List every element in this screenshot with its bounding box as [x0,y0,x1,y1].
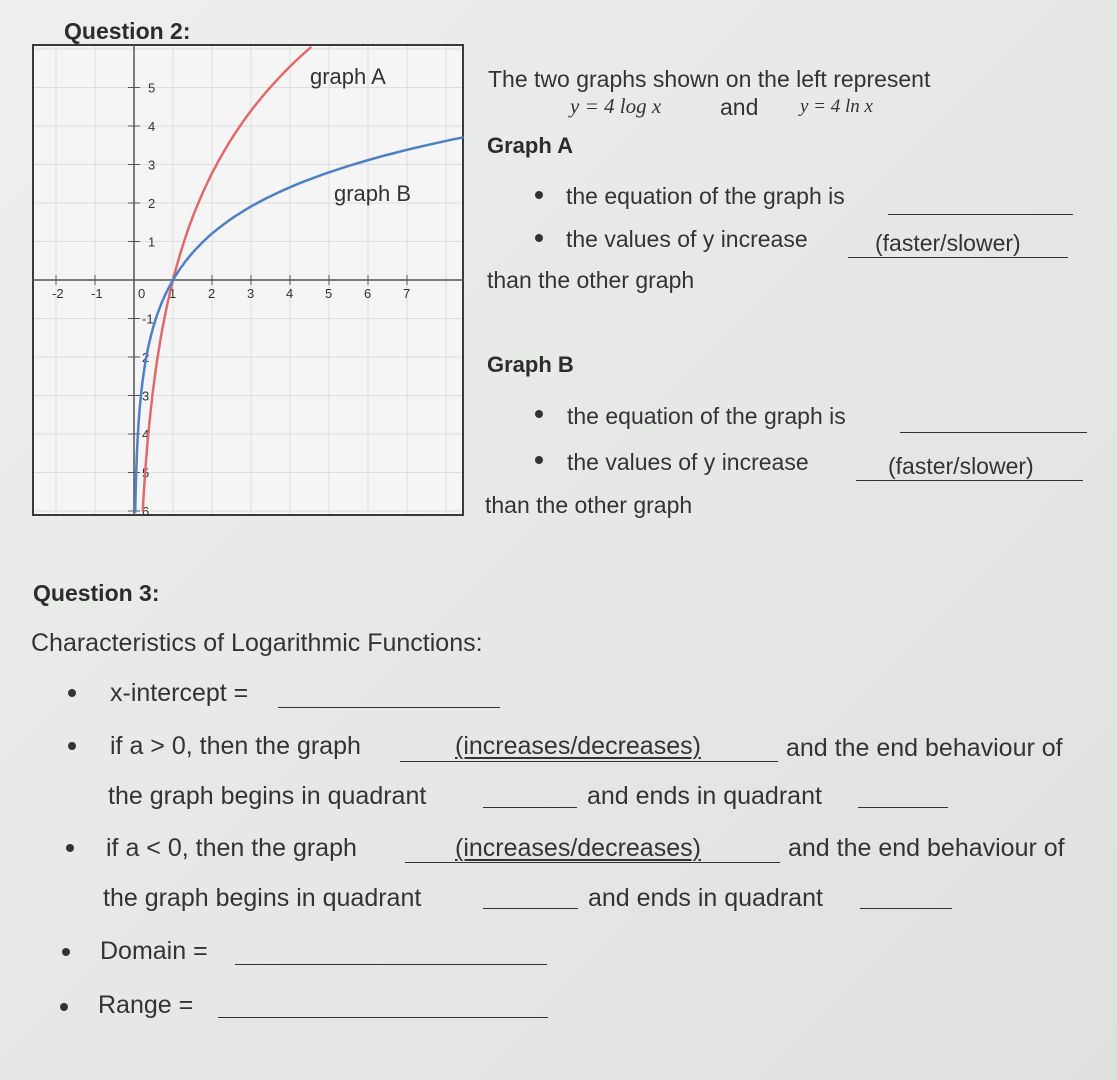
y-tick-label: 1 [148,234,156,250]
negative-a-choice: (increases/decreases) [455,834,701,862]
bullet [62,948,70,956]
bullet [60,1003,68,1011]
negative-a-choice-blank[interactable] [405,862,780,863]
graph-b-rate-blank[interactable] [856,480,1083,481]
x-tick-label: 6 [364,286,372,301]
bullet [68,689,76,697]
x-tick-label: -2 [52,286,64,301]
positive-a-begins-prompt: the graph begins in quadrant [108,782,427,810]
question-3-subtitle: Characteristics of Logarithmic Functions: [31,629,483,657]
graph-b-equation-blank[interactable] [900,432,1087,433]
graph-a-equation-prompt: the equation of the graph is [566,183,845,209]
question-3-title: Question 3: [33,580,160,606]
graph-a-rate-prompt: the values of y increase [566,226,808,252]
graph-b-rate-choice: (faster/slower) [888,453,1034,479]
x-intercept-prompt: x-intercept = [110,679,249,707]
x-intercept-blank[interactable] [278,707,500,708]
equation-log: y = 4 log x [570,94,662,118]
graph-b-continuation: than the other graph [485,492,693,518]
graph-b-rate-prompt: the values of y increase [567,449,809,475]
negative-a-begins-prompt: the graph begins in quadrant [103,884,422,912]
y-tick-label: 4 [142,427,150,442]
positive-a-ends-prompt: and ends in quadrant [587,782,822,810]
positive-a-prompt: if a > 0, then the graph [110,732,361,760]
positive-a-end-behaviour: and the end behaviour of [786,734,1063,762]
x-tick-label: -1 [91,286,103,301]
graph-a-label: graph A [310,64,386,89]
y-tick-label: 2 [142,350,150,365]
positive-a-ends-blank[interactable] [858,807,948,808]
intro-line: The two graphs shown on the left represent [488,66,931,92]
range-prompt: Range = [98,991,194,1019]
y-tick-label: 3 [142,388,150,404]
bullet [535,234,543,242]
y-tick-label: 2 [148,196,156,211]
equation-ln: y = 4 ln x [800,96,873,117]
bullet [68,742,76,750]
positive-a-begins-blank[interactable] [483,807,577,808]
y-tick-label: 5 [142,465,150,481]
question-2-title: Question 2: [64,18,191,44]
log-graph-svg [32,44,464,516]
bullet [66,844,74,852]
domain-blank[interactable] [235,964,547,965]
y-tick-label: 4 [148,119,156,134]
bullet [535,410,543,418]
graph-a-heading: Graph A [487,133,573,158]
graph-a-rate-choice: (faster/slower) [875,230,1021,256]
negative-a-end-behaviour: and the end behaviour of [788,834,1065,862]
x-tick-label: 5 [325,286,333,301]
y-tick-label: 6 [142,504,150,516]
bullet [535,456,543,464]
log-graph-figure [32,44,464,516]
y-tick-label: -1 [142,311,154,327]
x-tick-label: 3 [247,286,255,301]
graph-b-label: graph B [334,181,412,206]
x-tick-label: 7 [403,286,411,301]
and-word: and [720,94,759,120]
graph-b-heading: Graph B [487,352,574,377]
negative-a-begins-blank[interactable] [483,908,578,909]
negative-a-ends-blank[interactable] [860,908,952,909]
y-tick-label: 5 [148,80,156,96]
graph-a-equation-blank[interactable] [888,214,1073,215]
positive-a-choice-blank[interactable] [400,761,778,762]
domain-prompt: Domain = [100,937,208,965]
x-tick-label: 4 [286,286,294,301]
x-tick-label: 1 [169,286,177,301]
negative-a-prompt: if a < 0, then the graph [106,834,357,862]
graph-b-equation-prompt: the equation of the graph is [567,403,846,429]
x-tick-label: 0 [138,286,146,301]
positive-a-choice: (increases/decreases) [455,732,701,760]
graph-a-rate-blank[interactable] [848,257,1068,258]
negative-a-ends-prompt: and ends in quadrant [588,884,823,912]
range-blank[interactable] [218,1017,548,1018]
y-tick-label: 3 [148,157,156,173]
bullet [535,191,543,199]
graph-a-continuation: than the other graph [487,267,695,293]
x-tick-label: 2 [208,286,216,301]
